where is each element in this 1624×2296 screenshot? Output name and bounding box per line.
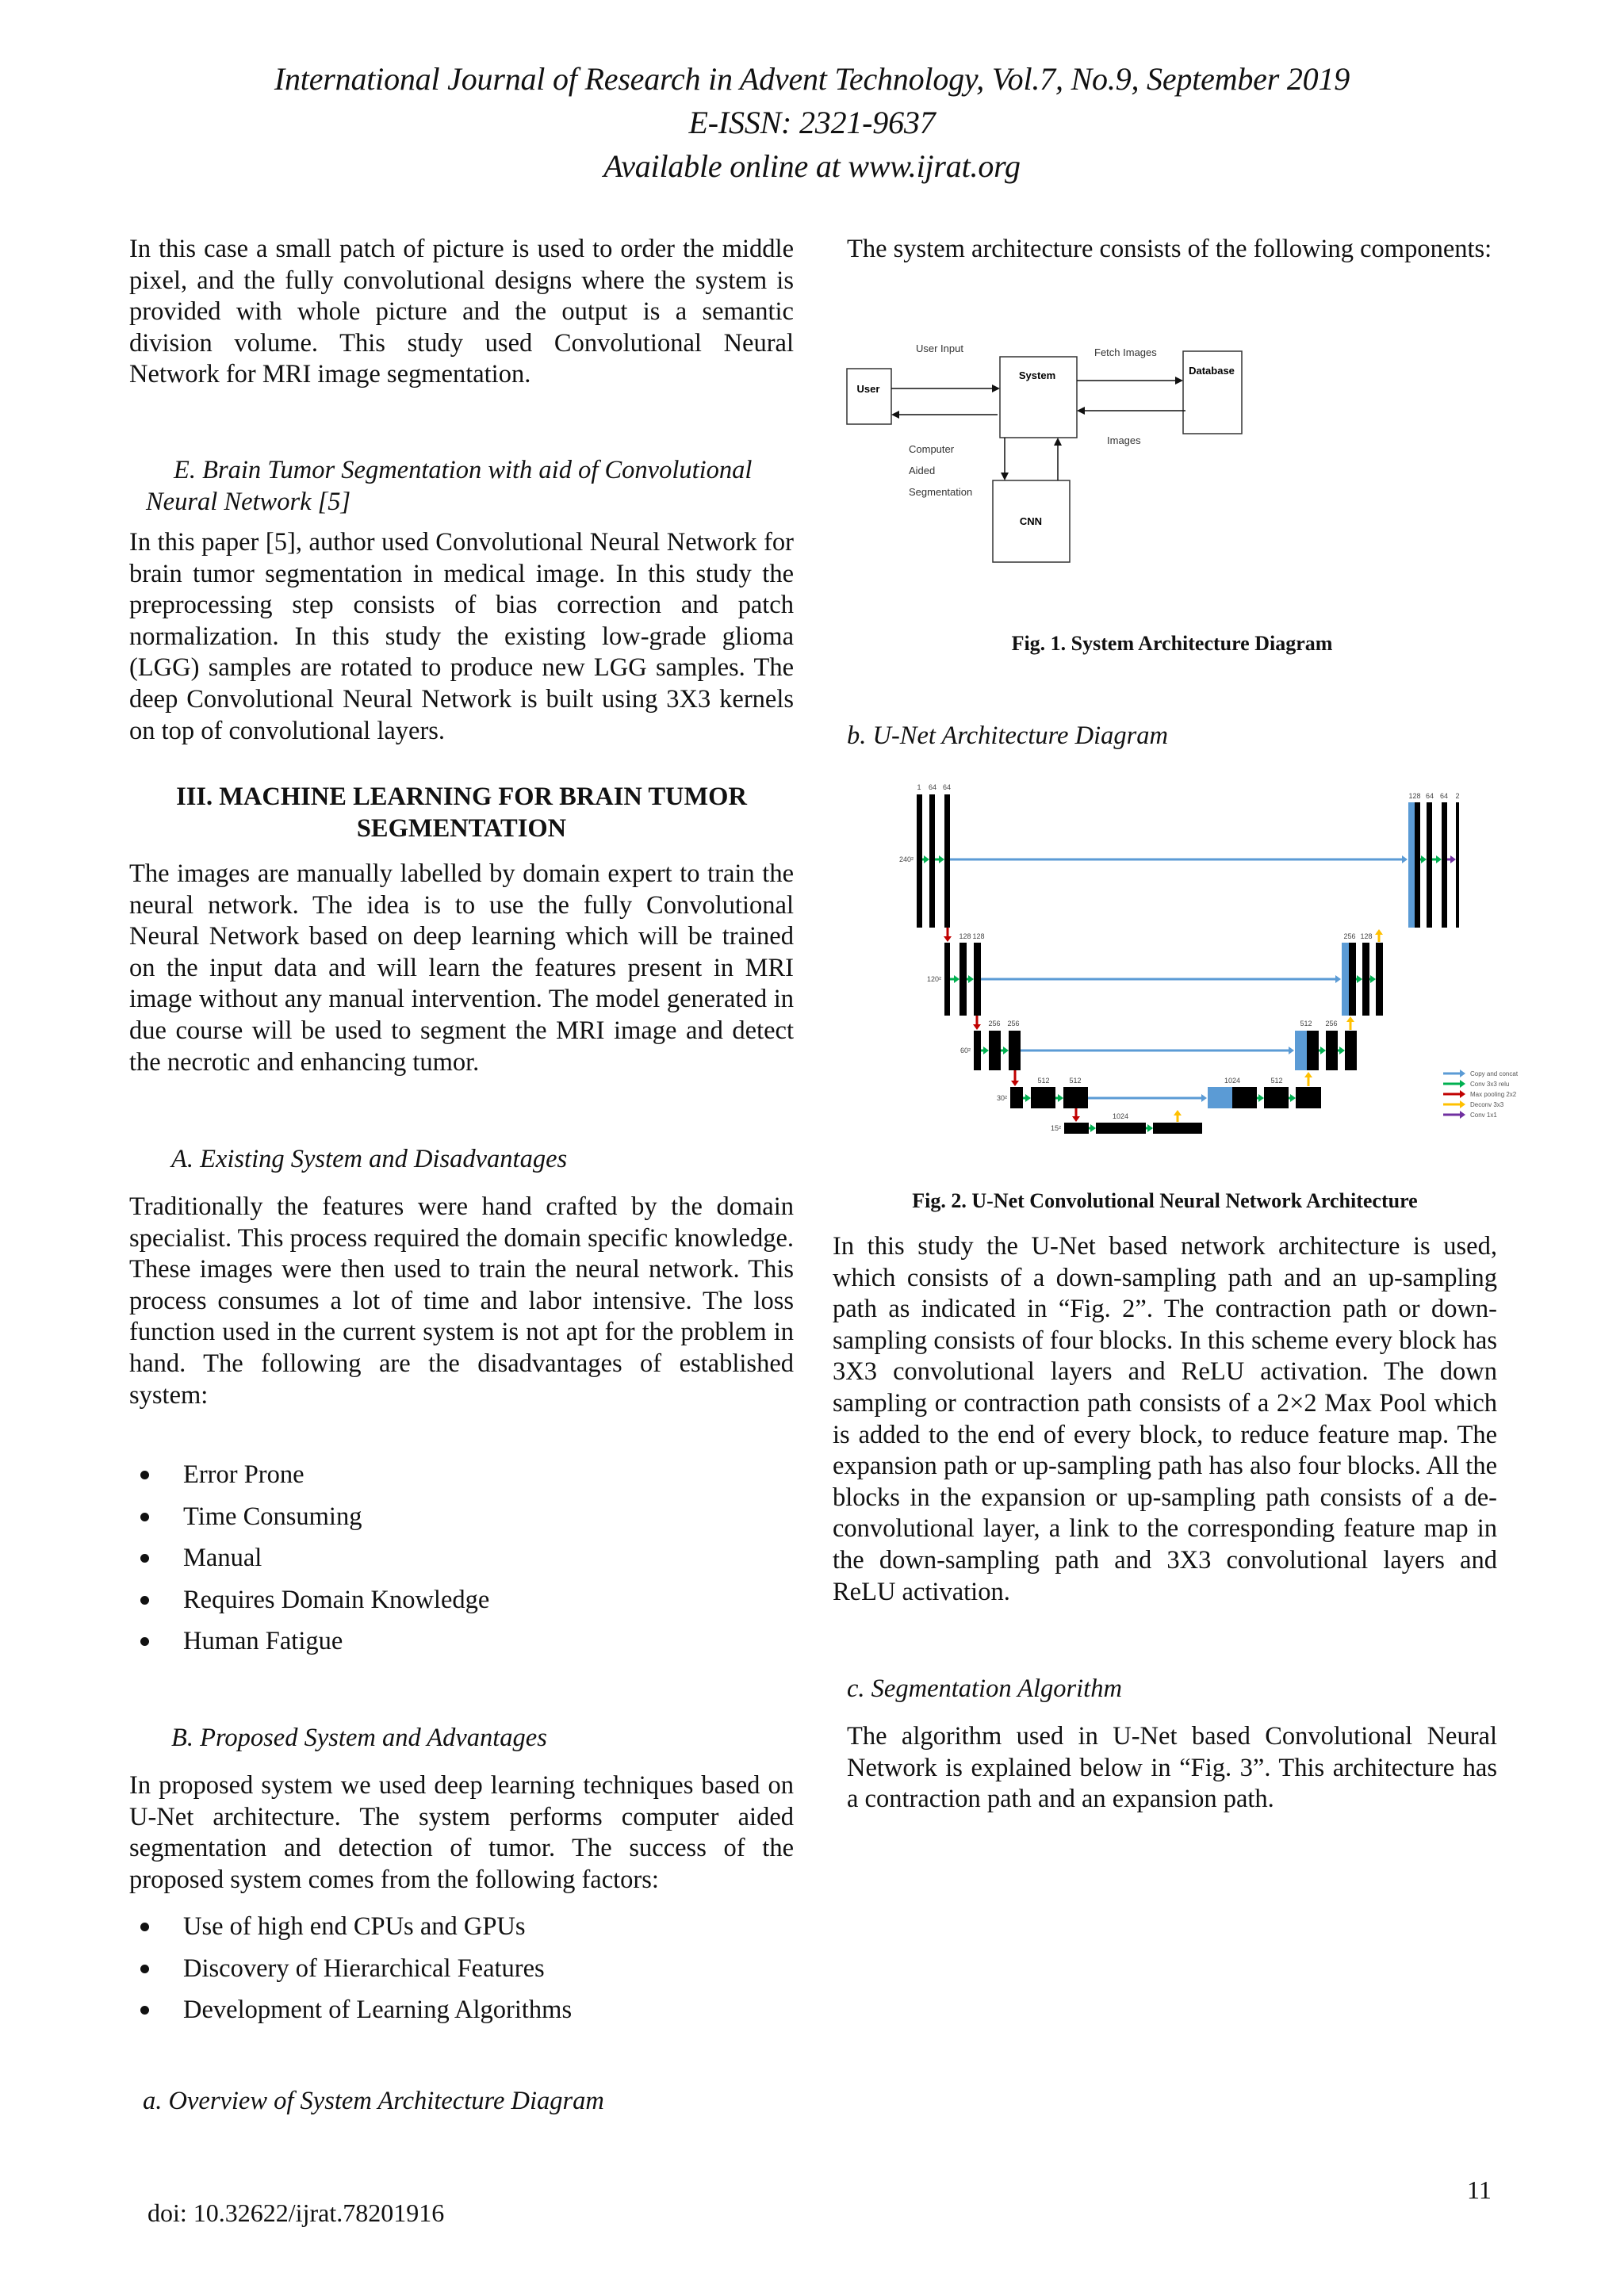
conv-arrow-head [1436,855,1442,863]
channel-label: 512 [1270,1077,1283,1085]
channel-label: 256 [1343,932,1356,940]
conv-arrow-head [1090,1124,1096,1132]
list-item [129,1621,794,1663]
legend-arrow-head [1460,1080,1465,1088]
list-item-text: Manual [183,1544,262,1572]
unet-paragraph: In this study the U-Net based network architecture is used, which consists of a down-sampling path and an up-sampling path as indicated in “Fig. 2”. The contraction path or down-sampling consists of four blocks. In this scheme every block has 3X3 convolutional layers and ReLU activation. The down sampling or contraction path consists of a 2×2 Max Pool which is added to the end of every block, to reduce feature map. The expansion path or up-sampling path has also four blocks. All the blocks in the expansion or up-sampling path consists of a de-convolutional layer, a link to the corresponding feature map in the down-sampling path and 3X3 convolutional layers and ReLU activation. [833,1232,1497,1606]
decoder-block [1415,802,1420,928]
legend-label: Conv 1x1 [1470,1112,1497,1119]
channel-label: 1 [917,783,921,791]
encoder-block [929,794,935,928]
bottleneck-block [1153,1123,1202,1134]
disadvantages-list [129,1454,794,1663]
encoder-block [917,794,922,928]
legend-label: Conv 3x3 relu [1470,1081,1510,1088]
decoder-block [1349,943,1356,1016]
copied-feature-block [1295,1031,1307,1070]
legend-arrow-head [1460,1100,1465,1108]
bottleneck-block [1064,1123,1089,1134]
section-a-heading: A. Existing System and Disadvantages [171,1145,568,1173]
channel-label: 128 [972,932,985,940]
resolution-label: 240² [898,855,914,863]
conv-arrow-head [1357,975,1362,983]
conv-arrow-head [1058,1094,1063,1102]
system-architecture-diagram [841,317,1522,587]
encoder-block [1063,1087,1088,1108]
images-label: Images [1107,434,1141,446]
copy-concat-arrow-head [1335,975,1341,983]
user-node-label: User [856,383,880,395]
algorithm-paragraph: The algorithm used in U-Net based Convolutional Neural Network is explained below in “Fig. 3”. This architecture has a contraction path and an expansion path. [847,1722,1497,1814]
intro-paragraph: In this case a small patch of picture is used to order the middle pixel, and the fully convolutional designs where the system is provided with whole picture and the output is a semantic division volume. This study used Convolutional Neural Network for MRI image segmentation. [129,235,794,389]
deconv-arrow-head [1346,1016,1354,1022]
section-iii-heading-line1: III. MACHINE LEARNING FOR BRAIN TUMOR [176,783,747,811]
subsection-c-heading: c. Segmentation Algorithm [847,1674,1122,1703]
encoder-block [959,943,967,1016]
conv-arrow-head [1025,1094,1031,1102]
conv-arrow-head [983,1047,989,1054]
deconv-arrow-head [1304,1072,1312,1077]
resolution-label: 60² [959,1047,971,1054]
subsection-b-heading: b. U-Net Architecture Diagram [847,721,1168,750]
legend-arrow-head [1460,1070,1465,1077]
copied-feature-block [1208,1087,1232,1108]
subsection-a-heading: a. Overview of System Architecture Diagram [143,2087,604,2115]
legend-arrow-head [1460,1111,1465,1119]
conv-arrow-head [1290,1094,1296,1102]
conv-arrow-head [1370,975,1376,983]
channel-label: 64 [942,783,952,791]
fig2-caption: Fig. 2. U-Net Convolutional Neural Network Architecture [912,1189,1418,1212]
legend-label: Max pooling 2x2 [1470,1091,1517,1098]
system-node-label: System [1018,369,1056,381]
cad-label-line2: Aided [909,465,936,476]
cad-label-line1: Computer [909,443,955,455]
doi-text: doi: 10.32622/ijrat.78201916 [147,2198,445,2227]
channel-label: 64 [1439,792,1449,800]
resolution-label: 120² [926,975,941,983]
decoder-block [1232,1087,1257,1108]
bullet-icon [140,1554,149,1563]
issn-line: E-ISSN: 2321-9637 [688,105,936,140]
list-item [129,1579,794,1621]
conv-arrow-head [968,975,974,983]
list-item [129,1537,794,1579]
decoder-block [1345,1031,1357,1070]
encoder-block [944,943,950,1016]
channel-label: 256 [988,1020,1001,1027]
encoder-block [1031,1087,1055,1108]
section-e-heading [145,454,794,486]
database-node-label: Database [1189,365,1235,377]
channel-label: 128 [1408,792,1421,800]
conv-arrow-head [1339,1047,1345,1054]
bullet-icon [140,1596,149,1605]
copied-feature-block [1408,802,1415,928]
page-number: 11 [1467,2175,1492,2204]
copied-feature-block [1342,943,1349,1016]
section-e-paragraph: In this paper [5], author used Convolutional Neural Network for brain tumor segmentation in medical image. In this study the preprocessing step consists of bias correction and patch normalization. In this study the existing low-grade glioma (LGG) samples are rotated to produce new LGG samples. The deep Convolutional Neural Network is built using 3X3 kernels on top of convolutional layers. [129,528,794,745]
user-input-label: User Input [916,342,963,354]
database-node [1183,351,1242,434]
section-iii-heading [129,781,794,844]
bottleneck-block [1096,1123,1146,1134]
advantages-list [129,1906,794,2031]
list-item-text: Requires Domain Knowledge [183,1585,490,1614]
list-item-text: Error Prone [183,1460,304,1489]
decoder-block [1362,943,1369,1016]
bullet-icon [140,1637,149,1646]
bullet-icon [140,2006,149,2015]
conv-arrow-head [1258,1094,1264,1102]
decoder-block [1326,1031,1338,1070]
bullet-icon [140,1513,149,1521]
channel-label: 64 [1425,792,1434,800]
fig1-caption: Fig. 1. System Architecture Diagram [1011,632,1333,655]
section-e-heading-line2: Neural Network [5] [146,488,351,516]
user-node [847,369,891,424]
section-iii-paragraph: The images are manually labelled by domain expert to train the neural network. The idea is to use the fully Convolutional Neural Network based on deep learning which will be trained on the input data and will learn the features present in MRI image without any manual intervention. The model generated in due course will be used to segment the MRI image and detect the necrotic and enhancing tumor. [129,859,794,1077]
conv-arrow-head [1147,1124,1153,1132]
maxpool-arrow-head [973,1024,981,1030]
encoder-block [1010,1087,1023,1108]
list-item-text: Development of Learning Algorithms [183,1996,573,2024]
deconv-arrow-head [1174,1110,1182,1115]
channel-label: 512 [1300,1020,1312,1027]
channel-label: 128 [959,932,971,940]
conv-arrow-head [954,975,959,983]
encoder-block [1009,1031,1021,1070]
channel-label: 512 [1037,1077,1050,1085]
copy-concat-arrow-head [1289,1047,1294,1054]
maxpool-arrow-head [944,936,952,942]
decoder-block [1442,802,1447,928]
encoder-block [989,1031,1001,1070]
section-b-heading: B. Proposed System and Advantages [171,1724,547,1752]
legend-label: Copy and concat [1470,1070,1519,1077]
list-item-text: Human Fatigue [183,1627,343,1655]
conv-arrow-head [939,855,944,863]
list-item [129,1948,794,1990]
decoder-block [1376,943,1383,1016]
decoder-block [1307,1031,1319,1070]
list-item-text: Discovery of Hierarchical Features [183,1954,545,1983]
conv-arrow-head [1003,1047,1009,1054]
channel-label: 64 [928,783,937,791]
encoder-block [974,943,981,1016]
online-availability-line: Available online at www.ijrat.org [603,148,1021,184]
section-a-paragraph: Traditionally the features were hand crafted by the domain specialist. This process required the domain specific knowledge. These images were then used to train the neural network. This process consumes a lot of time and labor intensive. The loss function used in the current system is not apt for the problem in hand. The following are the disadvantages of established system: [129,1192,794,1410]
bullet-icon [140,1923,149,1931]
channel-label: 256 [1007,1020,1020,1027]
resolution-label: 15² [1050,1124,1061,1132]
legend-arrow-head [1460,1090,1465,1098]
maxpool-arrow-head [1011,1081,1019,1086]
channel-label: 1024 [1112,1112,1129,1120]
encoder-block [944,794,950,928]
channel-label: 2 [1455,792,1460,800]
output-block [1456,802,1459,928]
decoder-block [1427,802,1432,928]
unet-architecture-diagram [888,777,1554,1142]
decoder-block [1264,1087,1289,1108]
cnn-node-label: CNN [1019,515,1043,527]
section-e-heading-line1: E. Brain Tumor Segmentation with aid of Convolutional [174,456,753,484]
channel-label: 1024 [1224,1077,1241,1085]
list-item-text: Use of high end CPUs and GPUs [183,1912,526,1941]
list-item [129,1454,794,1496]
fetch-images-label: Fetch Images [1094,346,1157,358]
encoder-block [974,1031,981,1070]
list-item-text: Time Consuming [183,1502,362,1531]
bullet-icon [140,1471,149,1479]
copy-concat-arrow-head [1201,1094,1207,1102]
cad-label-line3: Segmentation [909,486,973,498]
legend-label: Deconv 3x3 [1470,1101,1504,1108]
decoder-block [1296,1087,1321,1108]
architecture-intro-paragraph: The system architecture consists of the following components: [847,235,1492,263]
list-item [129,1496,794,1538]
maxpool-arrow-head [1072,1116,1080,1122]
resolution-label: 30² [996,1094,1007,1102]
conv-arrow-head [1421,855,1427,863]
bullet-icon [140,1965,149,1973]
channel-label: 128 [1360,932,1373,940]
channel-label: 256 [1325,1020,1338,1027]
conv-arrow-head [1320,1047,1326,1054]
deconv-arrow-head [1375,929,1383,935]
copy-concat-arrow-head [1402,855,1408,863]
list-item [129,1989,794,2031]
conv-arrow-head [924,855,929,863]
list-item [129,1906,794,1948]
section-b-paragraph: In proposed system we used deep learning techniques based on U-Net architecture. The system performs computer aided segmentation and detection of tumor. The success of the proposed system comes from the following factors: [129,1771,794,1894]
channel-label: 512 [1069,1077,1082,1085]
journal-title: International Journal of Research in Advent Technology, Vol.7, No.9, September 2019 [274,61,1350,97]
conv1x1-arrow-head [1450,855,1456,863]
section-iii-heading-line2: SEGMENTATION [356,814,567,843]
